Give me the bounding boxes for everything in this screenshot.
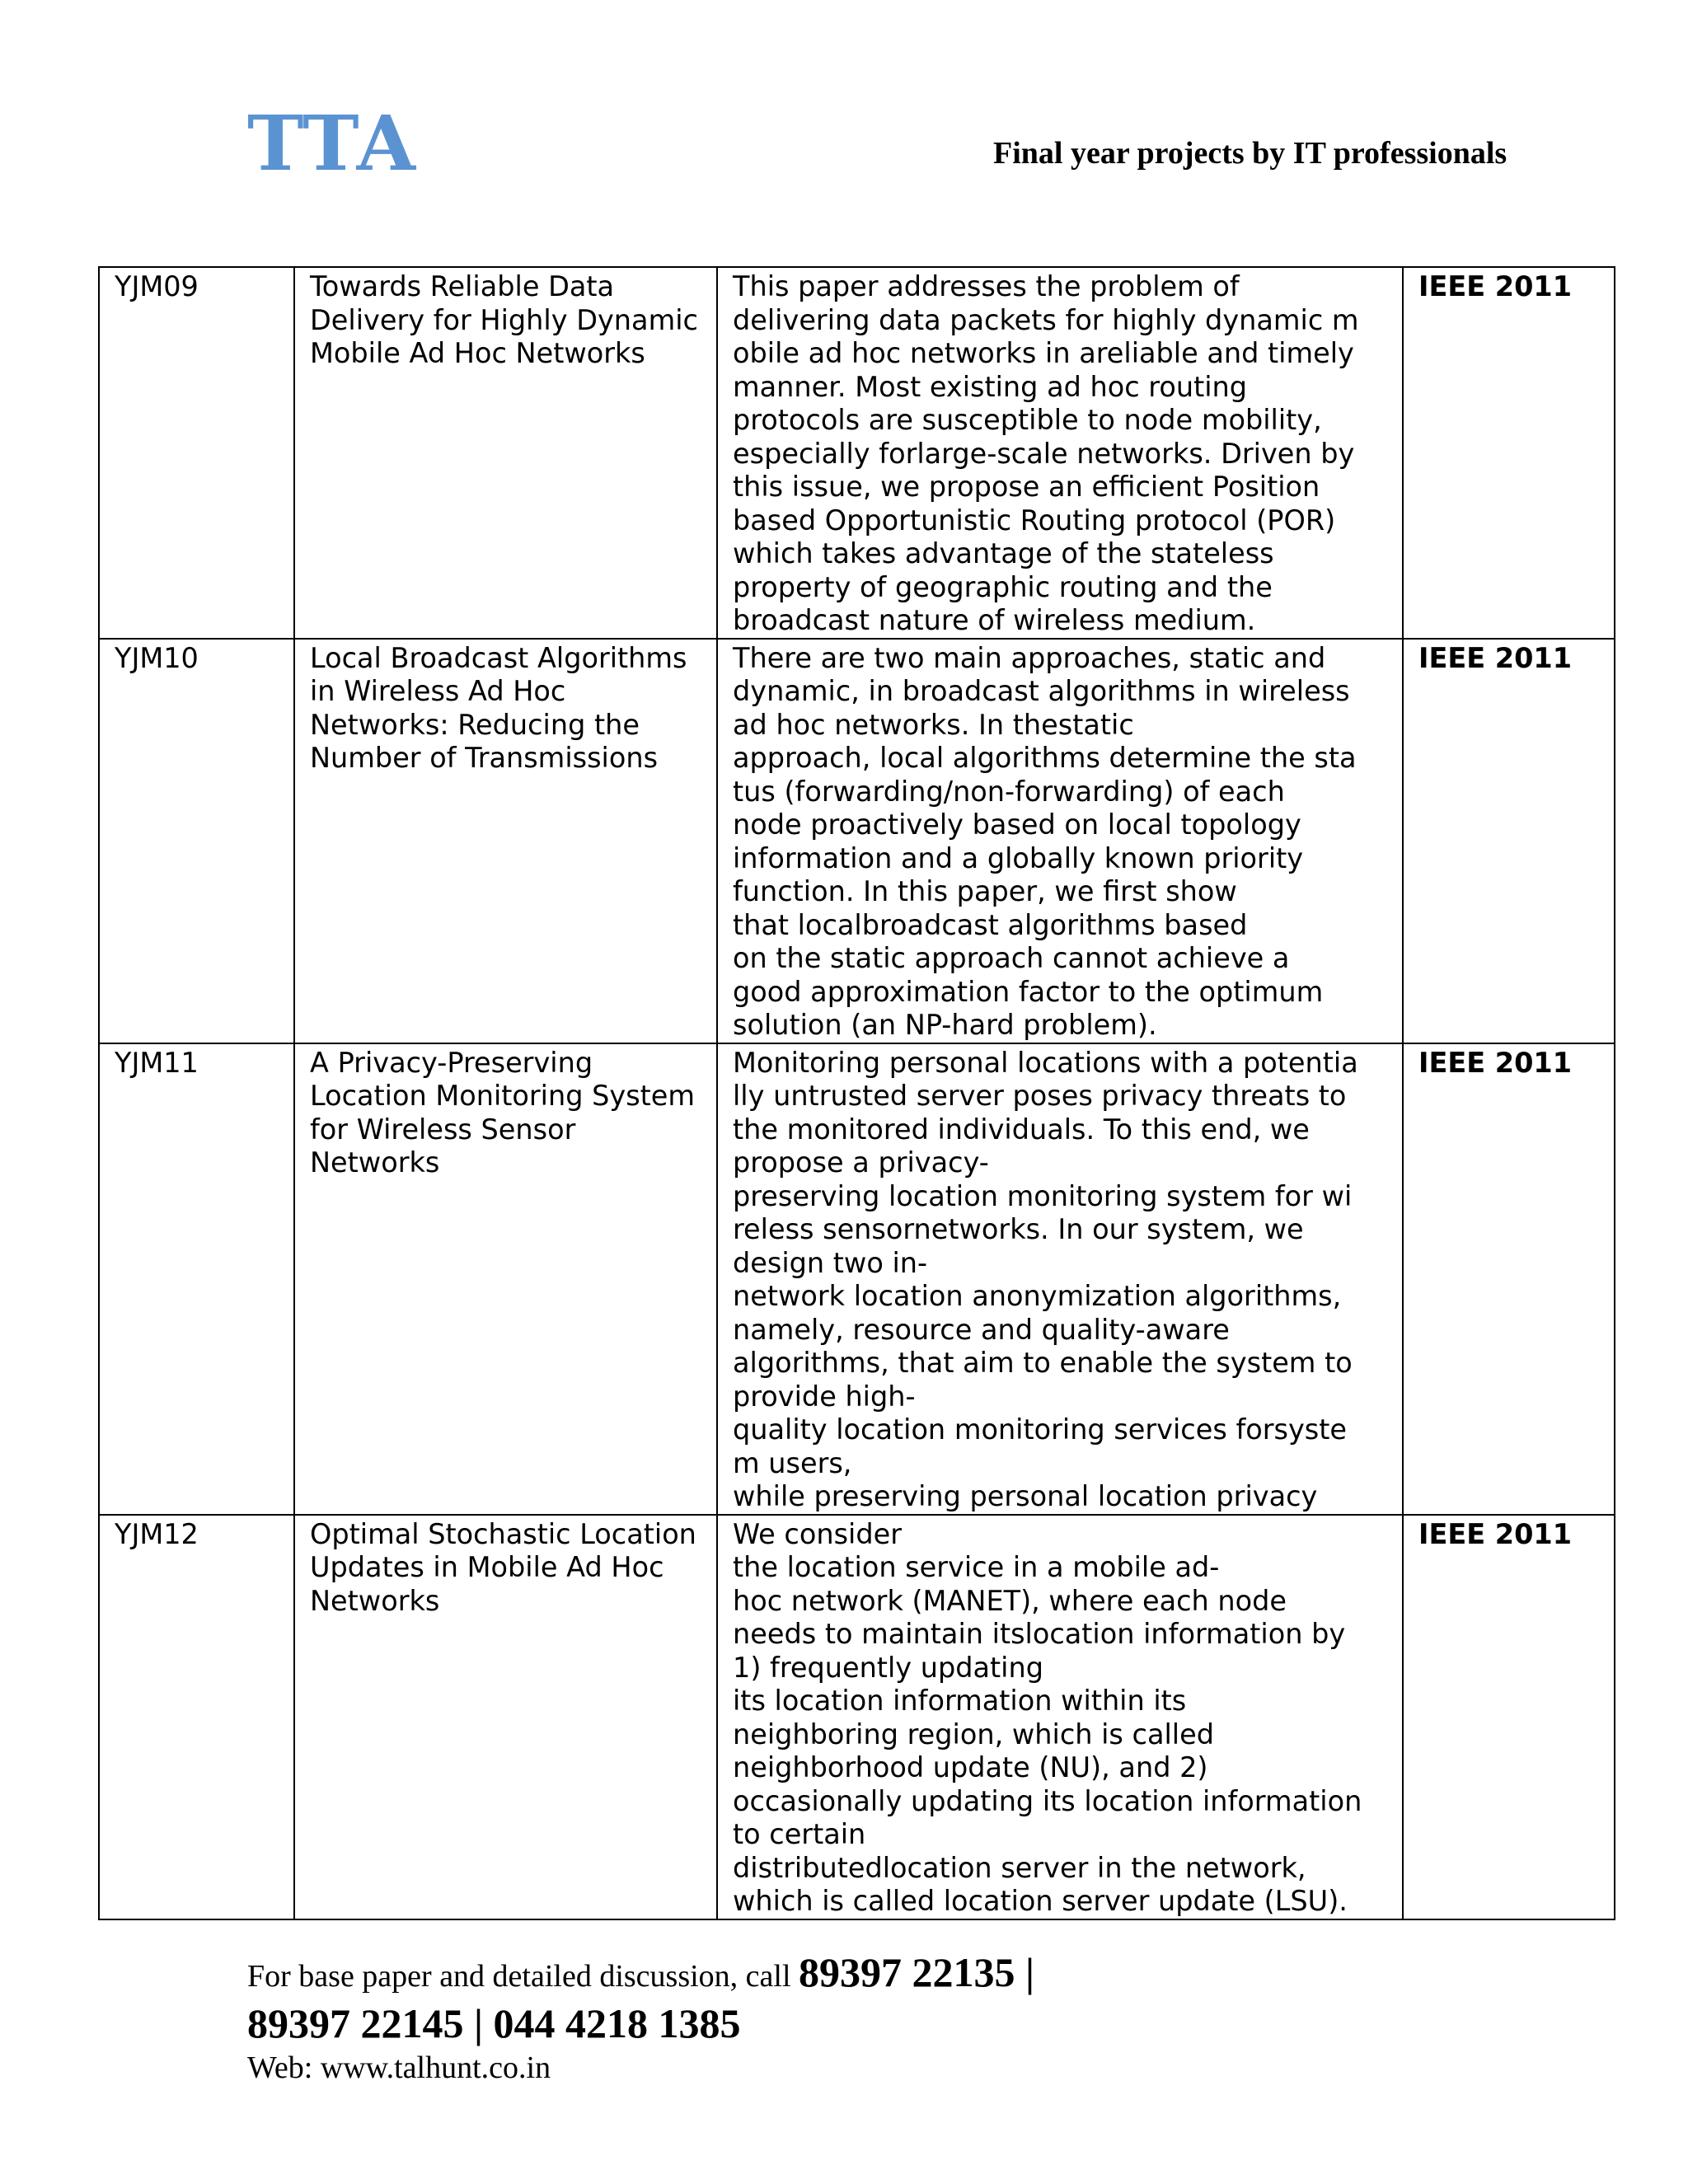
footer-web: Web: www.talhunt.co.in (247, 2050, 551, 2085)
project-code: YJM09 (99, 267, 294, 639)
footer-phones: 89397 22145 | 044 4218 1385 (247, 1999, 741, 2046)
logo: TTA (247, 99, 417, 188)
project-abstract: We consider the location service in a mobile ad- hoc network (MANET), where each node needs to maintain itslocation information by 1) frequently updating its location information within its neighboring region, which is called neighborhood update (NU), and 2) occasionally updating its location information to certain distributedlocation server in the network, which is called location server update (LSU). (717, 1515, 1403, 1919)
footer-call-line (247, 1949, 1034, 1997)
project-title: Local Broadcast Algorithms in Wireless Ad Hoc Networks: Reducing the Number of Transmissions (294, 639, 717, 1043)
footer-call-text: For base paper and detailed discussion, call (247, 1959, 799, 1994)
project-abstract: There are two main approaches, static and dynamic, in broadcast algorithms in wireless ad hoc networks. In thestatic approach, local algorithms determine the sta tus (forwarding/non-forwarding) of each node proactively based on local topology information and a globally known priority function. In this paper, we first show that localbroadcast algorithms based on the static approach cannot achieve a good approximation factor to the optimum solution (an NP-hard problem). (717, 639, 1403, 1043)
project-year: IEEE 2011 (1403, 267, 1615, 639)
project-abstract: Monitoring personal locations with a potentia lly untrusted server poses privacy threats to the monitored individuals. To this end, we propose a privacy- preserving location monitoring system for wi reless sensornetworks. In our system, we design two in- network location anonymization algorithms, namely, resource and quality-aware algorithms, that aim to enable the system to provide high- quality location monitoring services forsyste m users, while preserving personal location privacy (717, 1043, 1403, 1515)
project-year: IEEE 2011 (1403, 1043, 1615, 1515)
project-year: IEEE 2011 (1403, 1515, 1615, 1919)
project-year: IEEE 2011 (1403, 639, 1615, 1043)
footer-phone-primary: 89397 22135 | (799, 1949, 1035, 1995)
project-code: YJM12 (99, 1515, 294, 1919)
project-title: A Privacy-Preserving Location Monitoring System for Wireless Sensor Networks (294, 1043, 717, 1515)
project-title: Towards Reliable Data Delivery for Highly Dynamic Mobile Ad Hoc Networks (294, 267, 717, 639)
table-row (99, 1515, 1615, 1919)
project-code: YJM11 (99, 1043, 294, 1515)
project-code: YJM10 (99, 639, 294, 1043)
project-abstract: This paper addresses the problem of delivering data packets for highly dynamic m obile ad hoc networks in areliable and timely manner. Most existing ad hoc routing protocols are susceptible to node mobility, especially forlarge-scale networks. Driven by this issue, we propose an efficient Position based Opportunistic Routing protocol (POR) which takes advantage of the stateless property of geographic routing and the broadcast nature of wireless medium. (717, 267, 1403, 639)
table-row (99, 639, 1615, 1043)
table-row (99, 267, 1615, 639)
projects-table (98, 266, 1615, 1920)
footer-contact (247, 1949, 1034, 2087)
header-tagline: Final year projects by IT professionals (993, 136, 1507, 171)
project-title: Optimal Stochastic Location Updates in Mobile Ad Hoc Networks (294, 1515, 717, 1919)
table-row (99, 1043, 1615, 1515)
